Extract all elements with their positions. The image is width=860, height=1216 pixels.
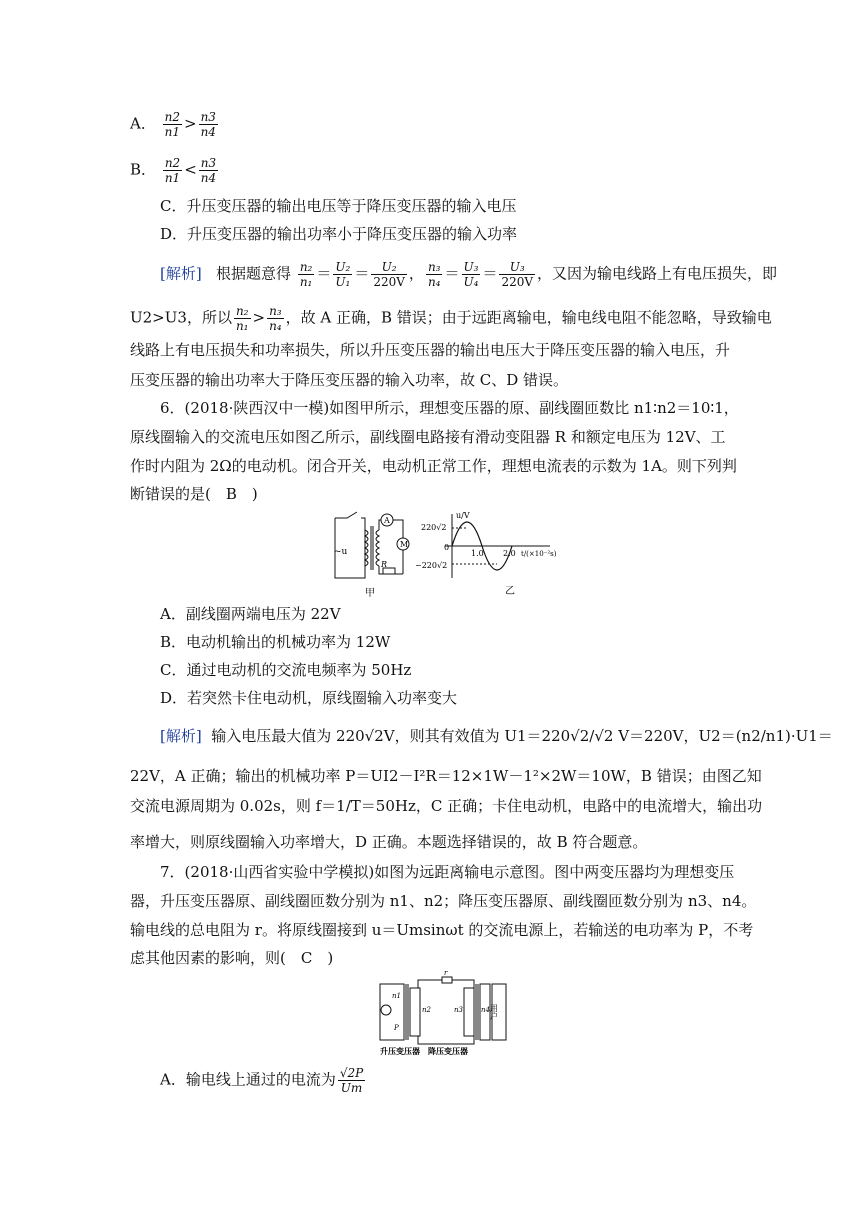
svg-text:n4: n4 — [481, 1006, 490, 1014]
q6-analysis-line-4: 率增大，则原线圈输入功率增大，D 正确。本题选择错误的，故 B 符合题意。 — [130, 833, 648, 851]
svg-text:M: M — [400, 540, 409, 549]
svg-text:甲: 甲 — [365, 588, 375, 599]
svg-text:1.0: 1.0 — [471, 549, 484, 558]
q6-figure — [325, 508, 605, 600]
q5-option-a: A． $\frac{n2}{n1}$ > $\frac{n3}{n4}$ — [130, 110, 216, 139]
q7-stem-1: 7．(2018·山西省实验中学模拟)如图为远距离输电示意图。图中两变压器均为理想变压 — [160, 863, 735, 881]
voltage-graph — [445, 514, 550, 578]
q7-stem-4: 虑其他因素的影响，则( C ) — [130, 949, 334, 967]
svg-text:u/V: u/V — [456, 511, 470, 520]
q6-option-b: B．电动机输出的机械功率为 12W — [160, 633, 391, 651]
fraction: $\frac{n2}{n1}$ — [164, 110, 180, 139]
q6-option-c: C．通过电动机的交流电频率为 50Hz — [160, 661, 412, 679]
svg-text:0: 0 — [444, 543, 450, 552]
q6-analysis-line-3: 交流电源周期为 0.02s，则 f＝1/T＝50Hz，C 正确；卡住电动机，电路中的电流增大，输出功 — [130, 797, 763, 815]
q5-analysis-line-2: U2>U3，所以 $\frac{\text{n₂}}{\text{n₁}}$ > $\frac{\text{n₃}}{\text{n₄}}$ ，故 A 正确，B 错误；由于远距离输电，输电线电阻不能忽略，导致输电 — [130, 304, 772, 333]
q6-stem-2: 原线圈输入的交流电压如图乙所示，副线圈电路接有滑动变阻器 R 和额定电压为 12V、工 — [130, 428, 726, 446]
svg-text:t/(×10⁻²s): t/(×10⁻²s) — [521, 550, 557, 558]
svg-text:~u: ~u — [334, 547, 348, 557]
q6-stem-3: 作时内阻为 2Ω的电动机。闭合开关，电动机正常工作，理想电流表的示数为 1A。则下列判 — [130, 457, 737, 475]
svg-text:乙: 乙 — [505, 586, 515, 597]
fraction: $\frac{√2P}{Um}$ — [339, 1066, 364, 1095]
q7-stem-3: 输电线的总电阻为 r。将原线圈接到 u＝Umsinωt 的交流电源上，若输送的电功率为 P，不考 — [130, 921, 754, 939]
svg-text:220√2: 220√2 — [421, 523, 447, 532]
fraction: $\frac{n2}{n1}$ — [164, 156, 181, 185]
line-resistor-icon — [442, 977, 452, 983]
svg-text:P: P — [394, 1024, 399, 1032]
svg-text:A: A — [384, 516, 390, 525]
q5-option-b: B． $\frac{n2}{n1}$ < $\frac{n3}{n4}$ — [130, 156, 217, 185]
q7-stem-2: 器，升压变压器原、副线圈匝数分别为 n1、n2；降压变压器原、副线圈匝数分别为 n3、n4。 — [130, 892, 757, 910]
q5-analysis-line-1: [解析] 根据题意得 $\frac{\text{n₂}}{\text{n₁}}$ ＝ $\frac{\text{U₂}}{\text{U₁}}$ ＝ $\frac{\text{U₂}}{220V}$ ， $\frac{\text{n₃}}{\text{n₄}}$ ＝ $\frac{\text{U₃}}{\text{U₄}}$ ＝ $\frac{\text{U₃}}{220V}$ ，又因为输电线路上有电压损失，即 — [160, 260, 778, 289]
svg-text:R: R — [381, 560, 388, 569]
q6-stem-4: 断错误的是( B ) — [130, 485, 258, 503]
svg-text:2.0: 2.0 — [503, 549, 516, 558]
q5-option-c: C．升压变压器的输出电压等于降压变压器的输入电压 — [160, 197, 517, 215]
q7-option-a: A．输电线上通过的电流为 $\frac{√2P}{Um}$ — [160, 1066, 364, 1095]
svg-text:−220√2: −220√2 — [415, 561, 448, 570]
q6-analysis-line-2: 22V，A 正确；输出的机械功率 P＝UI2－I²R＝12×1W－1²×2W＝10W，B 错误；由图乙知 — [130, 767, 762, 785]
fraction: $\frac{n3}{n4}$ — [200, 156, 217, 185]
svg-text:用户: 用户 — [489, 1004, 499, 1020]
q5-analysis-line-3: 线路上有电压损失和功率损失，所以升压变压器的输出电压大于降压变压器的输入电压，升 — [130, 341, 731, 359]
q6-analysis-line-1: [解析] 输入电压最大值为 220√2V，则其有效值为 U1＝220√2/√2 V＝220V，U2＝(n2/n1)·U1＝ — [160, 727, 833, 745]
q6-option-d: D．若突然卡住电动机，原线圈输入功率变大 — [160, 689, 458, 707]
svg-text:r: r — [444, 970, 448, 977]
q5-analysis-line-4: 压变压器的输出功率大于降压变压器的输入功率，故 C、D 错误。 — [130, 371, 569, 389]
analysis-tag: [解析] — [160, 727, 202, 745]
svg-text:n3: n3 — [454, 1006, 463, 1014]
q6-option-a: A．副线圈两端电压为 22V — [160, 605, 341, 623]
svg-text:升压变压器 降压变压器: 升压变压器 降压变压器 — [380, 1046, 468, 1056]
q7-figure — [378, 970, 510, 1058]
circuit-diagram — [335, 512, 409, 578]
q6-stem-1: 6．(2018·陕西汉中一模)如图甲所示，理想变压器的原、副线圈匝数比 n1∶n2＝10∶1， — [160, 399, 739, 417]
q5-option-d: D．升压变压器的输出功率小于降压变压器的输入功率 — [160, 225, 518, 243]
svg-text:n2: n2 — [422, 1006, 431, 1014]
analysis-tag: [解析] — [160, 264, 202, 283]
ac-source-icon — [381, 1005, 391, 1015]
fraction: $\frac{n3}{n4}$ — [200, 110, 216, 139]
svg-text:n1: n1 — [392, 992, 401, 1000]
